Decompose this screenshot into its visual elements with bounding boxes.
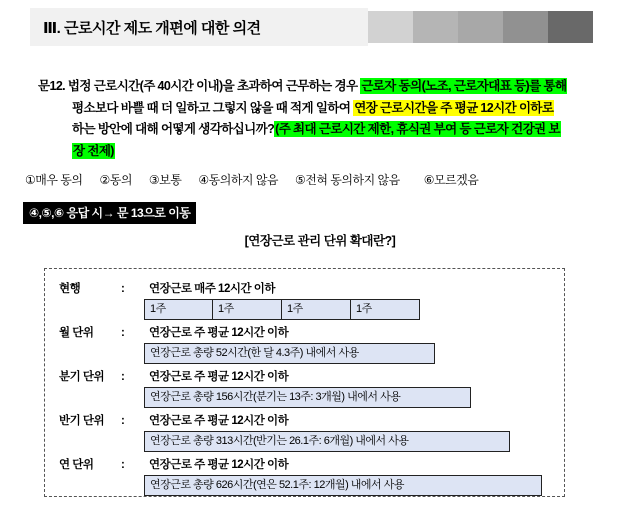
- week-cell: 1주: [144, 299, 213, 320]
- row-heading: 연장근로 주 평균 12시간 이하: [149, 371, 289, 383]
- row-detail-box: 연장근로 총량 52시간(한 달 4.3주) 내에서 사용: [144, 343, 435, 364]
- week-cells: [144, 299, 564, 320]
- option-2: ②동의: [99, 173, 132, 187]
- option-1: ①매우 동의: [25, 173, 83, 187]
- row-label: 현행: [59, 283, 81, 295]
- option-3: ③보통: [148, 173, 182, 187]
- question-text: 평소보다 바쁠 때 더 일하고 그렇지 않을 때 적게 일하여: [72, 100, 354, 115]
- question-line-3: [72, 119, 623, 141]
- option-5: ⑤전혀 동의하지 않음: [295, 173, 400, 187]
- option-6: ⑥모르겠음: [423, 173, 479, 187]
- row-colon: :: [121, 283, 125, 295]
- gradient-block-1: [368, 11, 413, 43]
- row-heading: 연장근로 주 평균 12시간 이하: [149, 459, 289, 471]
- row-colon: :: [121, 415, 125, 427]
- week-cell: 1주: [213, 299, 282, 320]
- row-colon: :: [121, 459, 125, 471]
- row-colon: :: [121, 327, 125, 339]
- question-highlight-green-3: 장 전제): [73, 143, 114, 158]
- week-cell: 1주: [351, 299, 420, 320]
- question-highlight-green-1: 근로자 동의(노조, 근로자대표 등)를 통해: [361, 79, 567, 93]
- row-content: [144, 282, 564, 320]
- option-4: ④동의하지 않음: [198, 173, 279, 187]
- row-detail-box: 연장근로 총량 626시간(연은 52.1주: 12개월) 내에서 사용: [144, 475, 542, 496]
- info-box-title: [연장근로 관리 단위 확대란?]: [244, 234, 396, 248]
- row-detail-box: 연장근로 총량 156시간(분기는 13주: 3개월) 내에서 사용: [144, 387, 471, 408]
- gradient-block-4: [503, 11, 548, 43]
- row-label: 월 단위: [59, 327, 94, 339]
- gradient-block-3: [458, 11, 503, 43]
- question-highlight-green-2: (주 최대 근로시간 제한, 휴식권 부여 등 근로자 건강권 보: [275, 122, 560, 136]
- row-detail-box: 연장근로 총량 313시간(반기는 26.1주: 6개월) 내에서 사용: [144, 431, 510, 452]
- row-content: [144, 458, 564, 496]
- section-header: [30, 8, 593, 46]
- question-text: 문12. 법정 근로시간(주 40시간 이내)을 초과하여 근무하는 경우: [38, 79, 361, 93]
- question-12: [38, 76, 623, 162]
- table-row-current: [59, 282, 564, 320]
- table-row-month: [59, 326, 564, 364]
- row-heading: 연장근로 주 평균 12시간 이하: [149, 415, 289, 427]
- row-content: [144, 370, 564, 408]
- section-title: Ⅲ. 근로시간 제도 개편에 대한 의견: [30, 8, 368, 46]
- gradient-block-2: [413, 11, 458, 43]
- row-content: [144, 326, 564, 364]
- skip-instruction-banner: ④,⑤,⑥ 응답 시→ 문 13으로 이동: [23, 202, 196, 224]
- row-content: [144, 414, 564, 452]
- table-row-half-year: [59, 414, 564, 452]
- gradient-block-5: [548, 11, 593, 43]
- row-heading: 연장근로 매주 12시간 이하: [149, 283, 275, 295]
- row-label: 분기 단위: [59, 371, 105, 383]
- question-line-2: [72, 98, 623, 120]
- row-heading: 연장근로 주 평균 12시간 이하: [149, 327, 289, 339]
- overtime-unit-info-box: [44, 268, 565, 497]
- answer-options: [25, 171, 625, 188]
- table-row-year: [59, 458, 564, 496]
- row-label: 연 단위: [59, 459, 94, 471]
- question-line-4: [72, 141, 623, 163]
- week-cell: 1주: [282, 299, 351, 320]
- question-highlight-yellow: 연장 근로시간을 주 평균 12시간 이하로: [354, 100, 554, 115]
- question-text: 하는 방안에 대해 어떻게 생각하십니까?: [72, 122, 275, 136]
- row-label: 반기 단위: [59, 415, 105, 427]
- question-line-1: [38, 76, 623, 98]
- row-colon: :: [121, 371, 125, 383]
- table-row-quarter: [59, 370, 564, 408]
